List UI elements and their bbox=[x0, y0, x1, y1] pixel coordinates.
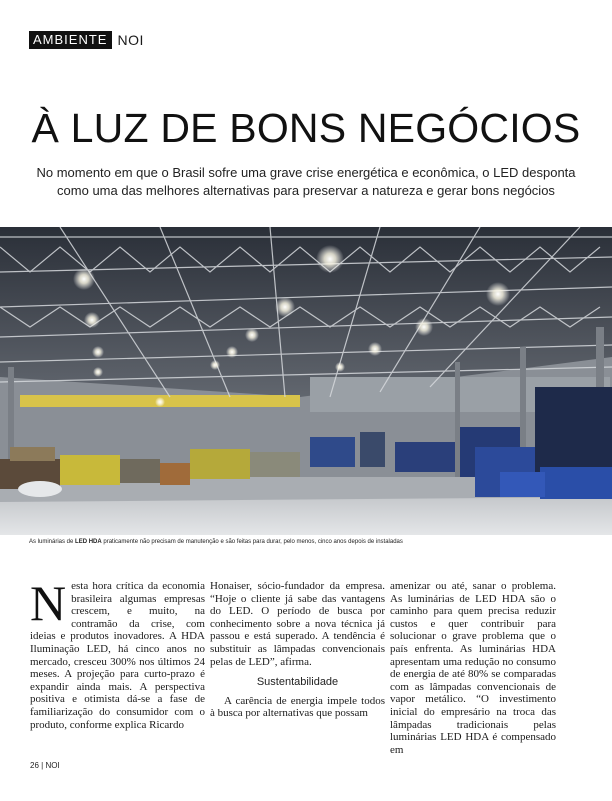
drop-cap: N bbox=[30, 575, 67, 631]
headline: À LUZ DE BONS NEGÓCIOS bbox=[31, 105, 581, 151]
folio-separator: | bbox=[41, 761, 44, 770]
dek-line-2: como uma das melhores alternativas para preservar a natureza e gerar bons negócios bbox=[57, 183, 555, 198]
page-number: 26 bbox=[30, 761, 39, 770]
magazine-name: NOI bbox=[117, 32, 144, 48]
column-2-text-2: A carência de energia impele todos à busca por alternativas que possam bbox=[210, 694, 385, 720]
folio-magazine: NOI bbox=[45, 761, 60, 770]
caption-bold: LED HDA bbox=[75, 539, 102, 545]
column-1-text: esta hora crítica da economia brasileira algumas empresas crescem, e muito, na contramão da crise, com ideias e produtos inovadores. A HDA Iluminação LED, há cinco anos no mercado, cresceu 300% nos últimos 24 meses. A projeção para curto-prazo é expandir ainda mais. A perspectiva positiva e otimista dá-se a fase de familiarização do consumidor com o produto, conforme explica Ricardo bbox=[30, 580, 205, 731]
subhead: Sustentabilidade bbox=[256, 676, 339, 689]
caption-suffix: praticamente não precisam de manutenção e são feitas para durar, pelo menos, cinco anos depois de instaladas bbox=[101, 539, 403, 545]
column-2-text: Honaiser, sócio-fundador da empresa. “Hoje o cliente já sabe das vantagens do LED. O período de busca por conhecimento sobre a nova técnica já passou e está superado. A tendência é substituir as lâmpadas convencionais pelas de LED”, afirma. bbox=[210, 580, 385, 668]
column-3-text: amenizar ou até, sanar o problema. As luminárias de LED HDA são o caminho para quem precisa reduzir custos e quer contribuir para solucionar o grave problema que o país enfrenta. As luminárias HDA apresentam uma redução no consumo de energia de até 80% se comparadas com as lâmpadas convencionais de vapor metálico. “O investimento inicial do empresário na troca das lâmpadas tradicionais pelas luminárias LED HDA é compensado em bbox=[390, 580, 556, 756]
dek bbox=[30, 164, 582, 200]
section-tag bbox=[29, 31, 144, 49]
caption-prefix: As luminárias de bbox=[29, 539, 76, 545]
photo-caption bbox=[29, 539, 589, 545]
section-label: AMBIENTE bbox=[29, 31, 112, 49]
article-column-2 bbox=[210, 580, 385, 720]
warehouse-photo bbox=[0, 227, 612, 535]
article-column-1 bbox=[30, 575, 205, 731]
page-folio bbox=[30, 761, 60, 770]
dek-line-1: No momento em que o Brasil sofre uma grave crise energética e econômica, o LED desponta bbox=[36, 165, 576, 180]
article-column-3 bbox=[390, 580, 556, 756]
